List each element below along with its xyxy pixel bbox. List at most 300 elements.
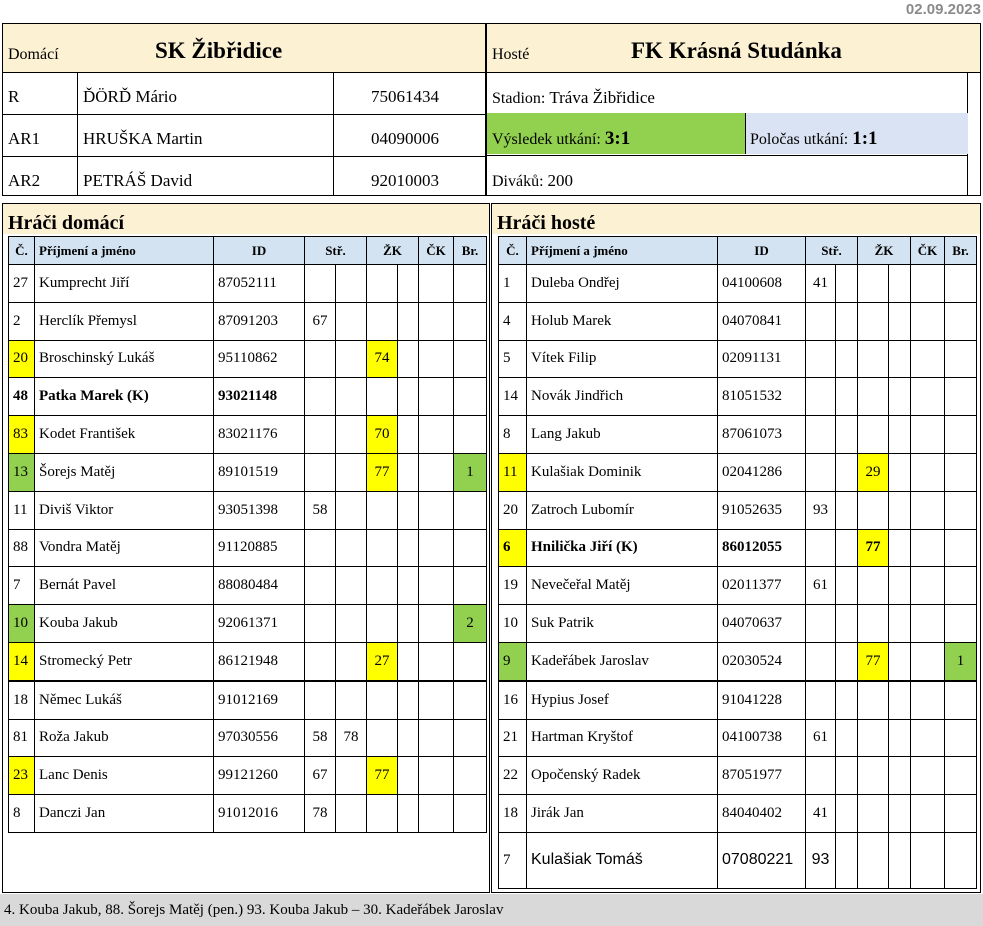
red-card-minute [419,416,454,454]
halftime-cell [746,113,968,154]
player-name: Duleba Ondřej [527,265,718,303]
red-card-minute [911,567,945,605]
player-row [9,416,487,454]
yellow-card-minute [858,340,889,378]
player-id: 02041286 [718,453,806,491]
player-number: 48 [9,378,35,416]
second-yellow-minute [398,378,419,416]
goals-count [454,642,487,680]
sub-minute-2 [336,302,367,340]
sub-minute-2 [836,642,858,680]
goals-count [945,491,977,529]
player-name: Bernát Pavel [35,567,214,605]
home-label: Domácí [8,46,59,63]
sub-minute-2 [336,453,367,491]
player-number: 9 [499,642,527,680]
home-players-title: Hráči domácí [8,212,125,234]
yellow-card-minute: 74 [367,340,398,378]
red-card-minute [419,302,454,340]
table-header-row [9,237,487,265]
sub-minute-2 [836,491,858,529]
sub-minute: 61 [806,719,836,757]
player-number: 7 [499,832,527,888]
goals-count [454,340,487,378]
sub-minute-2 [336,265,367,303]
player-name: Nevečeřal Matěj [527,567,718,605]
official-row [3,114,485,157]
player-name: Broschinský Lukáš [35,340,214,378]
player-row [9,605,487,643]
sub-minute [305,340,336,378]
sub-minute [305,529,336,567]
player-id: 91012169 [214,681,305,719]
sub-minute-2 [336,340,367,378]
sub-minute-2 [336,605,367,643]
player-row [499,605,977,643]
player-name: Lanc Denis [35,757,214,795]
sub-minute: 93 [806,832,836,888]
player-name: Diviš Viktor [35,491,214,529]
yellow-card-minute [367,605,398,643]
player-name: Patka Marek (K) [35,378,214,416]
player-name: Lang Jakub [527,416,718,454]
sub-minute-2: 78 [336,719,367,757]
yellow-card-minute: 77 [858,642,889,680]
second-yellow-minute [398,491,419,529]
player-name: Kumprecht Jiří [35,265,214,303]
goals-count [945,453,977,491]
player-number: 1 [499,265,527,303]
sub-minute [806,453,836,491]
player-id: 02011377 [718,567,806,605]
player-number: 20 [499,491,527,529]
sub-minute: 58 [305,719,336,757]
player-row [499,719,977,757]
sub-minute [305,681,336,719]
player-row [499,529,977,567]
sub-minute [305,378,336,416]
red-card-minute [419,453,454,491]
player-row [499,302,977,340]
player-id: 91012016 [214,795,305,833]
col-name: Příjmení a jméno [35,237,214,265]
player-name: Suk Patrik [527,605,718,643]
goals-count [454,378,487,416]
second-yellow-minute [398,795,419,833]
player-row [499,795,977,833]
player-id: 02030524 [718,642,806,680]
player-name: Novák Jindřich [527,378,718,416]
player-id: 93021148 [214,378,305,416]
score-row [487,113,968,156]
red-card-minute [911,605,945,643]
sub-minute: 67 [305,302,336,340]
sub-minute: 41 [806,265,836,303]
sub-minute: 93 [806,491,836,529]
sub-minute [806,340,836,378]
goals-count [454,529,487,567]
halftime-label: Poločas utkání: [750,131,849,148]
col-name: Příjmení a jméno [527,237,718,265]
red-card-minute [911,453,945,491]
goals-summary: 4. Kouba Jakub, 88. Šorejs Matěj (pen.) 93. Kouba Jakub – 30. Kadeřábek Jaroslav [4,902,504,918]
official-name: PETRÁŠ David [83,171,193,190]
goals-count [945,378,977,416]
player-id: 92061371 [214,605,305,643]
player-name: Opočenský Radek [527,757,718,795]
second-yellow-minute [889,642,911,680]
second-yellow-minute [398,529,419,567]
home-team-row [3,24,485,73]
second-yellow-minute [398,681,419,719]
yellow-card-minute: 29 [858,453,889,491]
player-number: 27 [9,265,35,303]
home-players-title-bar [3,204,489,234]
player-number: 4 [499,302,527,340]
second-yellow-minute [889,340,911,378]
sub-minute-2 [836,681,858,719]
result-cell [487,113,746,154]
second-yellow-minute [889,302,911,340]
sub-minute [305,453,336,491]
player-name: Roža Jakub [35,719,214,757]
player-row [9,340,487,378]
sub-minute-2 [836,719,858,757]
player-number: 8 [499,416,527,454]
player-number: 18 [9,681,35,719]
red-card-minute [419,605,454,643]
red-card-minute [911,681,945,719]
player-name: Kodet František [35,416,214,454]
sub-minute [305,567,336,605]
player-row [9,719,487,757]
player-number: 14 [499,378,527,416]
goals-count [945,795,977,833]
goals-count: 1 [945,642,977,680]
player-number: 10 [499,605,527,643]
player-id: 88080484 [214,567,305,605]
second-yellow-minute [398,302,419,340]
spectators-value: 200 [547,171,574,190]
player-name: Hartman Kryštof [527,719,718,757]
red-card-minute [419,340,454,378]
col-sub: Stř. [806,237,858,265]
goals-count [454,302,487,340]
red-card-minute [911,378,945,416]
player-number: 19 [499,567,527,605]
player-id: 04070637 [718,605,806,643]
red-card-minute [911,416,945,454]
player-id: 89101519 [214,453,305,491]
sub-minute: 78 [305,795,336,833]
player-row [499,378,977,416]
sub-minute [806,605,836,643]
goals-count [945,302,977,340]
col-red: ČK [419,237,454,265]
red-card-minute [419,642,454,680]
goals-count [945,832,977,888]
sub-minute [806,642,836,680]
sub-minute-2 [336,416,367,454]
player-name: Kulašiak Tomáš [527,832,718,888]
sub-minute-2 [836,302,858,340]
result-label: Výsledek utkání: [492,131,601,148]
second-yellow-minute [889,719,911,757]
yellow-card-minute [858,416,889,454]
player-name: Kouba Jakub [35,605,214,643]
yellow-card-minute [367,529,398,567]
player-id: 86012055 [718,529,806,567]
red-card-minute [911,719,945,757]
goals-count [454,681,487,719]
player-row [499,453,977,491]
player-id: 87091203 [214,302,305,340]
player-name: Danczi Jan [35,795,214,833]
second-yellow-minute [398,757,419,795]
player-row [499,832,977,888]
red-card-minute [419,719,454,757]
sub-minute-2 [836,567,858,605]
official-role: AR2 [8,171,41,190]
second-yellow-minute [889,491,911,529]
player-id: 91120885 [214,529,305,567]
player-row [9,265,487,303]
red-card-minute [911,340,945,378]
away-team-row [487,24,980,73]
player-number: 11 [9,491,35,529]
player-row [499,642,977,680]
player-id: 87051977 [718,757,806,795]
col-goals: Br. [454,237,487,265]
home-team-name: SK Žibřidice [155,38,283,63]
table-header-row [499,237,977,265]
second-yellow-minute [889,605,911,643]
halftime-value: 1:1 [852,128,878,149]
yellow-card-minute [367,681,398,719]
sub-minute-2 [836,265,858,303]
player-name: Zatroch Lubomír [527,491,718,529]
sub-minute [806,681,836,719]
player-id: 93051398 [214,491,305,529]
player-id: 04070841 [718,302,806,340]
player-id: 99121260 [214,757,305,795]
red-card-minute [419,529,454,567]
yellow-card-minute [858,491,889,529]
player-row [499,757,977,795]
sub-minute-2 [336,529,367,567]
player-name: Vondra Matěj [35,529,214,567]
player-number: 88 [9,529,35,567]
second-yellow-minute [889,378,911,416]
away-players-title: Hráči hosté [497,212,596,234]
goals-count [454,795,487,833]
yellow-card-minute [858,719,889,757]
col-sub: Stř. [305,237,367,265]
yellow-card-minute [858,681,889,719]
goals-count [454,567,487,605]
col-no: Č. [9,237,35,265]
player-name: Stromecký Petr [35,642,214,680]
result-value: 3:1 [604,128,631,149]
sub-minute: 67 [305,757,336,795]
sub-minute [806,529,836,567]
yellow-card-minute: 77 [367,757,398,795]
player-number: 21 [499,719,527,757]
red-card-minute [911,302,945,340]
player-number: 18 [499,795,527,833]
official-id: 04090006 [371,129,439,148]
official-role: AR1 [8,129,41,148]
yellow-card-minute: 77 [858,529,889,567]
sub-minute-2 [836,605,858,643]
sub-minute-2 [836,832,858,888]
sub-minute-2 [336,757,367,795]
second-yellow-minute [889,416,911,454]
sub-minute: 58 [305,491,336,529]
player-row [9,453,487,491]
stadium-value: Tráva Žibřidice [549,88,655,107]
yellow-card-minute [367,302,398,340]
player-number: 7 [9,567,35,605]
official-id: 92010003 [371,171,439,190]
sub-minute-2 [836,340,858,378]
red-card-minute [911,795,945,833]
yellow-card-minute [858,605,889,643]
sub-minute [806,416,836,454]
second-yellow-minute [398,642,419,680]
player-id: 95110862 [214,340,305,378]
second-yellow-minute [398,453,419,491]
second-yellow-minute [889,832,911,888]
player-row [499,265,977,303]
second-yellow-minute [398,416,419,454]
sub-minute [305,642,336,680]
away-team-name: FK Krásná Studánka [631,38,842,63]
sub-minute-2 [836,529,858,567]
player-row [499,340,977,378]
sub-minute-2 [336,642,367,680]
match-date: 02.09.2023 [905,1,981,18]
player-row [499,567,977,605]
official-name: ĎÖRĎ Mário [83,87,177,106]
official-row [3,156,485,198]
away-players-table [498,236,977,889]
yellow-card-minute [367,378,398,416]
second-yellow-minute [889,795,911,833]
player-number: 83 [9,416,35,454]
red-card-minute [419,681,454,719]
player-row [9,302,487,340]
yellow-card-minute: 27 [367,642,398,680]
red-card-minute [911,757,945,795]
spectators-label: Diváků: [492,173,544,190]
player-number: 81 [9,719,35,757]
goals-count [945,605,977,643]
yellow-card-minute [858,757,889,795]
player-row [9,757,487,795]
player-id: 91041228 [718,681,806,719]
yellow-card-minute [858,567,889,605]
player-name: Holub Marek [527,302,718,340]
red-card-minute [911,529,945,567]
player-name: Hnilička Jiří (K) [527,529,718,567]
player-number: 5 [499,340,527,378]
player-id: 07080221 [718,832,806,888]
second-yellow-minute [889,265,911,303]
goals-count [945,567,977,605]
second-yellow-minute [889,757,911,795]
goals-count [945,416,977,454]
player-number: 2 [9,302,35,340]
player-number: 6 [499,529,527,567]
sub-minute [806,378,836,416]
player-row [499,491,977,529]
yellow-card-minute [858,795,889,833]
goals-count [454,265,487,303]
player-number: 8 [9,795,35,833]
red-card-minute [419,265,454,303]
second-yellow-minute [889,567,911,605]
player-row [9,642,487,680]
player-number: 13 [9,453,35,491]
yellow-card-minute [367,491,398,529]
goals-count [945,529,977,567]
sub-minute [806,302,836,340]
yellow-card-minute [858,302,889,340]
red-card-minute [419,378,454,416]
red-card-minute [911,832,945,888]
goals-count [945,757,977,795]
sub-minute-2 [836,453,858,491]
player-number: 23 [9,757,35,795]
sub-minute [305,605,336,643]
home-header [2,23,486,196]
official-id: 75061434 [371,87,439,106]
col-goals: Br. [945,237,977,265]
goals-count [945,719,977,757]
second-yellow-minute [398,719,419,757]
red-card-minute [419,567,454,605]
goals-summary-bar [0,894,983,926]
player-name: Kadeřábek Jaroslav [527,642,718,680]
player-name: Hypius Josef [527,681,718,719]
col-yellow: ŽK [367,237,419,265]
sub-minute: 61 [806,567,836,605]
yellow-card-minute: 77 [367,453,398,491]
goals-count [945,265,977,303]
player-number: 11 [499,453,527,491]
yellow-card-minute [858,832,889,888]
second-yellow-minute [889,453,911,491]
player-name: Jirák Jan [527,795,718,833]
sub-minute [806,757,836,795]
red-card-minute [911,491,945,529]
sub-minute-2 [836,795,858,833]
player-id: 84040402 [718,795,806,833]
red-card-minute [911,642,945,680]
player-row [499,681,977,719]
stadium-row [487,72,968,114]
player-id: 87052111 [214,265,305,303]
goals-count [945,681,977,719]
second-yellow-minute [398,605,419,643]
sub-minute [305,416,336,454]
away-label: Hosté [492,46,530,63]
player-id: 86121948 [214,642,305,680]
red-card-minute [419,491,454,529]
player-id: 04100608 [718,265,806,303]
player-row [9,795,487,833]
